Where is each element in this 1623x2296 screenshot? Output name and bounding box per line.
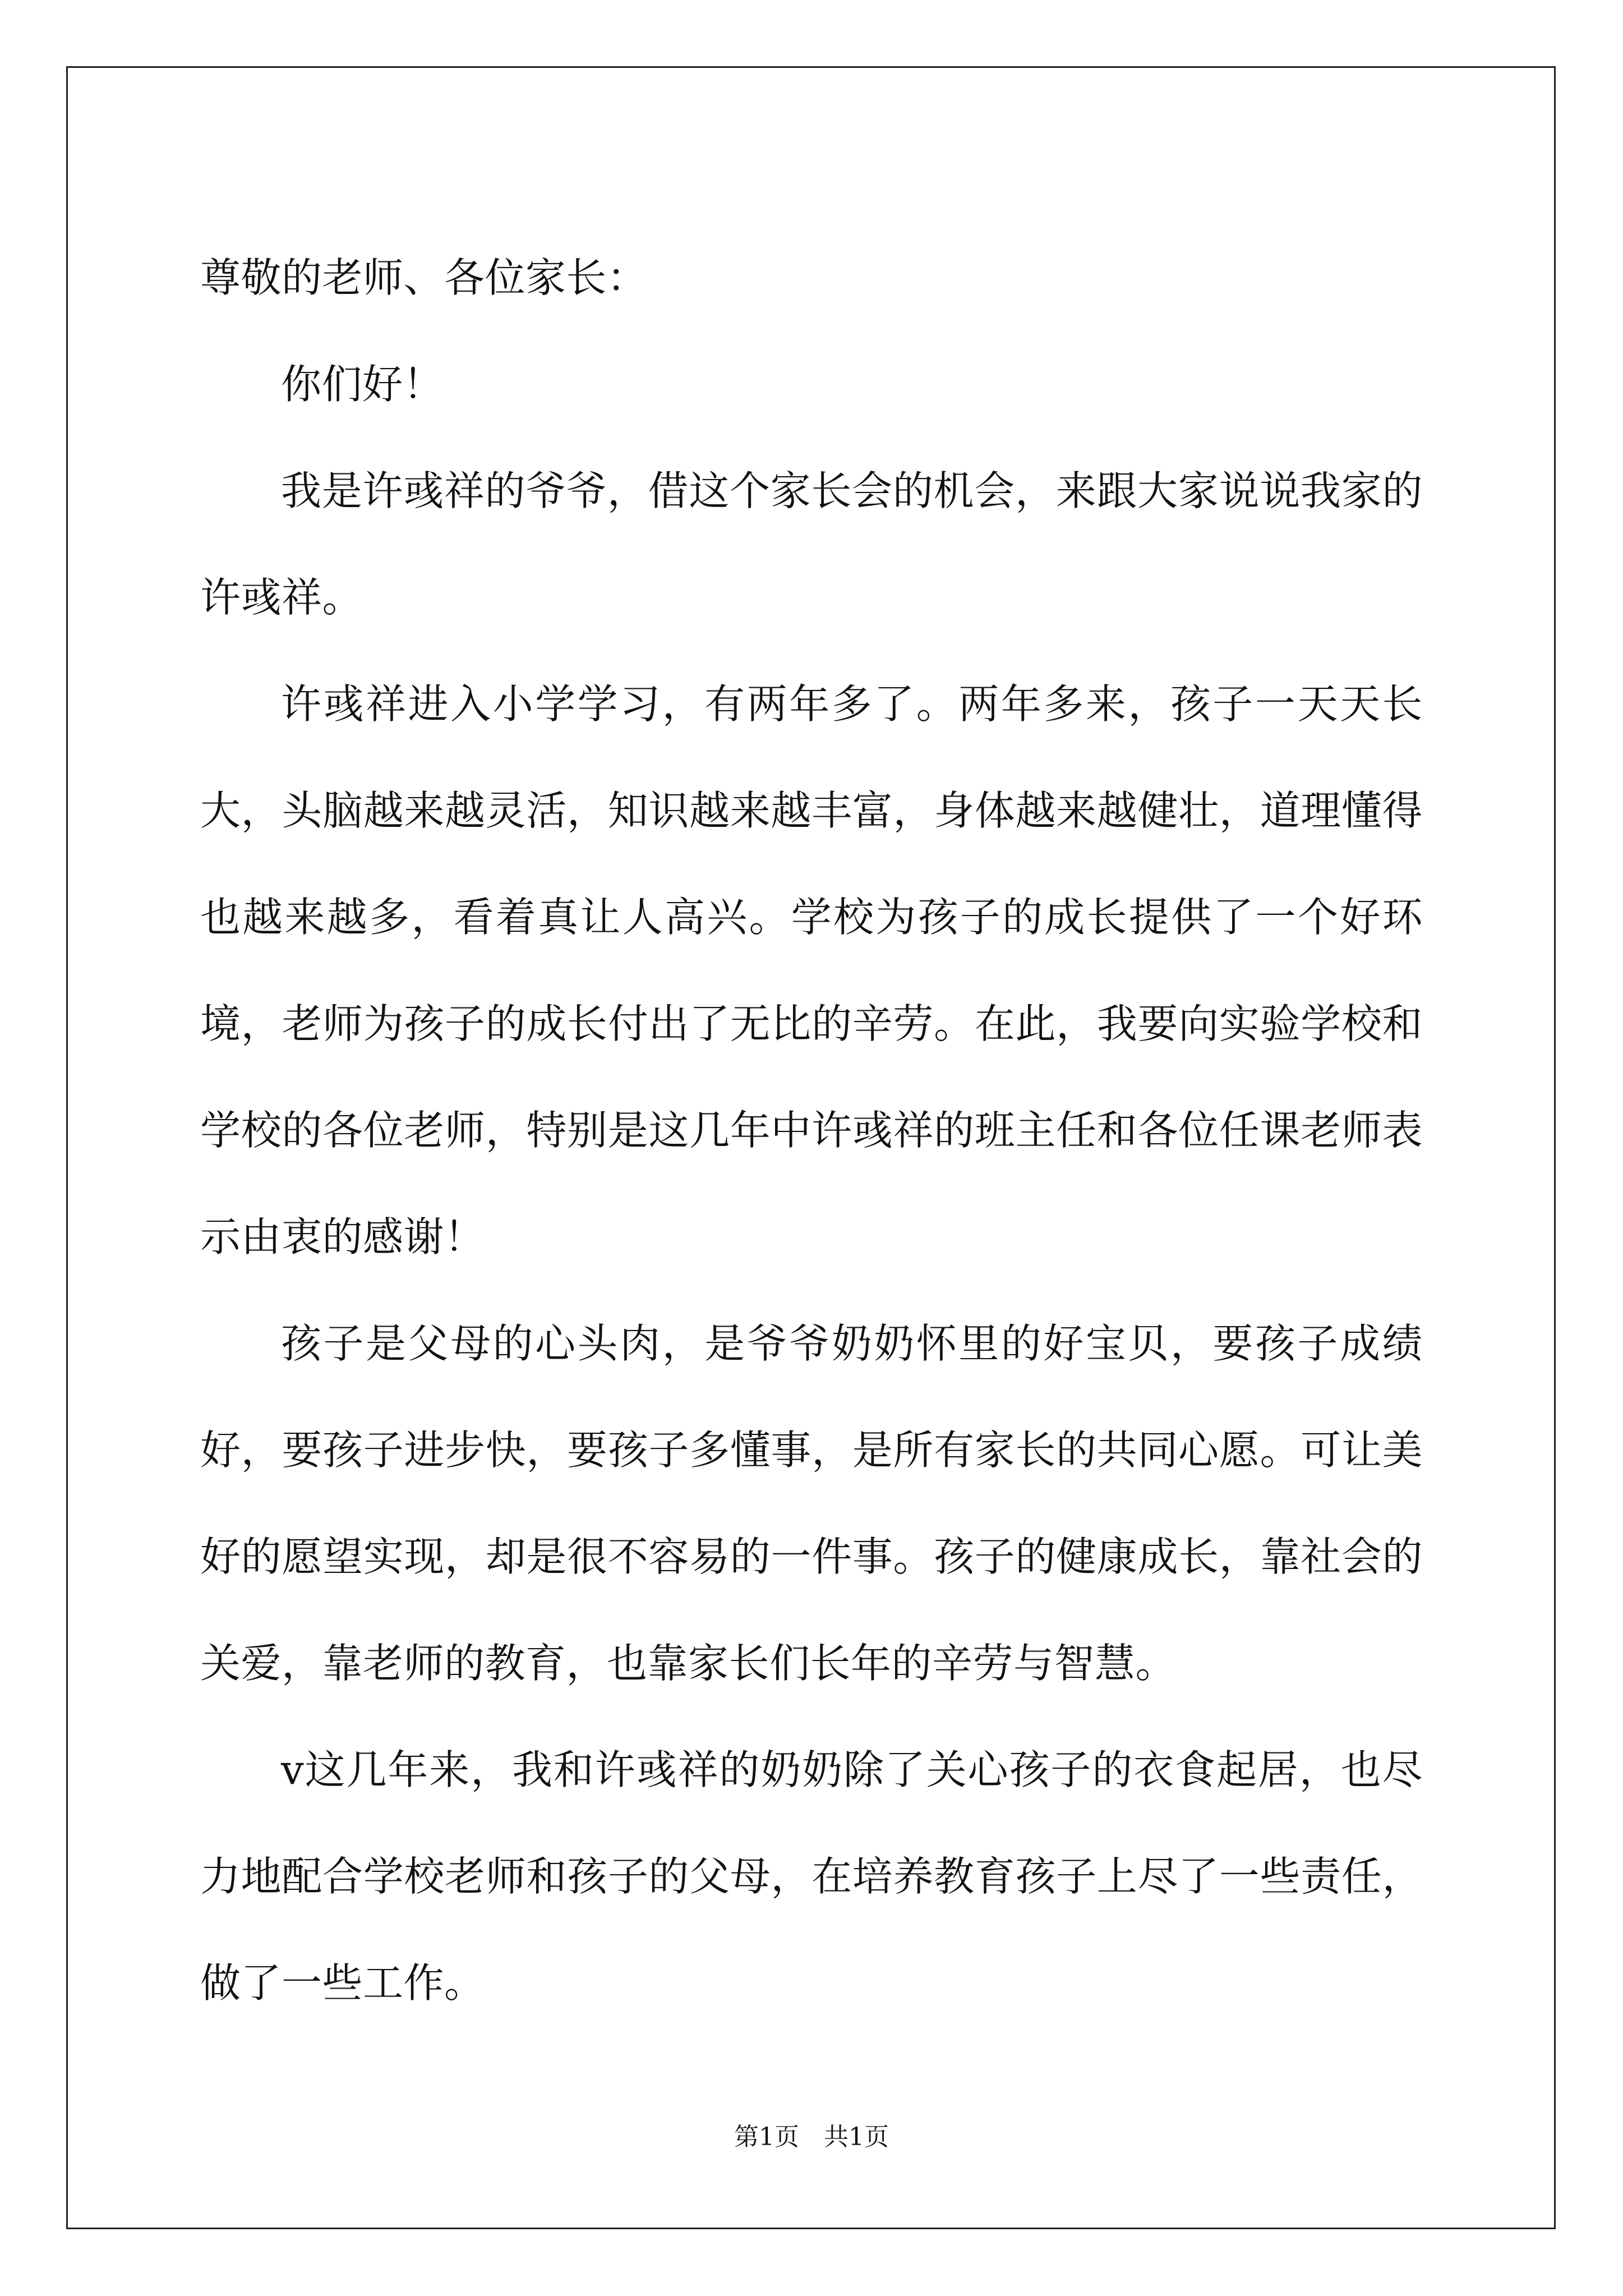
page-number: 第1页 共1页 xyxy=(734,2123,889,2151)
document-body xyxy=(200,224,1423,2036)
paragraph-greeting: 你们好！ xyxy=(281,361,444,408)
page-footer xyxy=(0,2120,1623,2154)
paragraph-intro: 我是许彧祥的爷爷，借这个家长会的机会，来跟大家说说我家的许彧祥。 xyxy=(200,467,1423,621)
salutation: 尊敬的老师、各位家长： xyxy=(200,254,648,301)
paragraph-efforts: v这几年来，我和许彧祥的奶奶除了关心孩子的衣食起居，也尽力地配合学校老师和孩子的父母，在培养教育孩子上尽了一些责任，做了一些工作。 xyxy=(200,1746,1423,2007)
paragraph-thanks: 许彧祥进入小学学习，有两年多了。两年多来，孩子一天天长大，头脑越来越灵活，知识越来越丰富，身体越来越健壮，道理懂得也越来越多，看着真让人高兴。学校为孩子的成长提供了一个好环境，老师为孩子的成长付出了无比的辛劳。在此，我要向实验学校和学校的各位老师，特别是这几年中许彧祥的班主任和各位任课老师表示由衷的感谢！ xyxy=(200,680,1423,1260)
paragraph-wishes: 孩子是父母的心头肉，是爷爷奶奶怀里的好宝贝，要孩子成绩好，要孩子进步快，要孩子多懂事，是所有家长的共同心愿。可让美好的愿望实现，却是很不容易的一件事。孩子的健康成长，靠社会的关爱，靠老师的教育，也靠家长们长年的辛劳与智慧。 xyxy=(200,1320,1423,1687)
